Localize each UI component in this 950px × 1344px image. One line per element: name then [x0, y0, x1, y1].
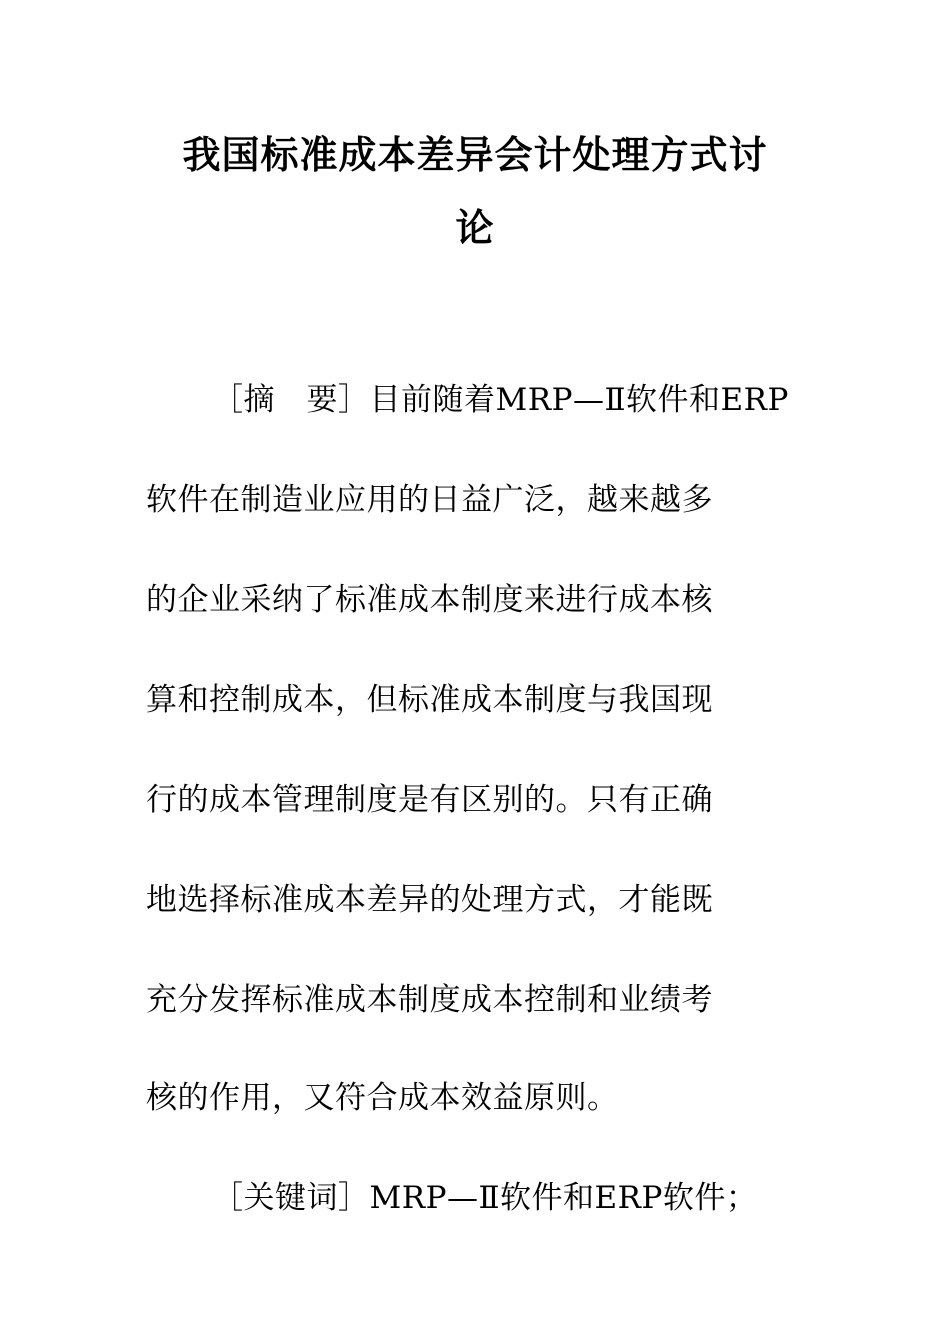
document-title-line-1: 我国标准成本差异会计处理方式讨 [182, 132, 768, 177]
abstract-line-2: 软件在制造业应用的日益广泛，越来越多 [146, 482, 713, 518]
abstract-line-3: 的企业采纳了标准成本制度来进行成本核 [146, 582, 713, 618]
abstract-line-7: 充分发挥标准成本制度成本控制和业绩考 [146, 982, 713, 1018]
keywords-line: ［关键词］MRP—Ⅱ软件和ERP软件； [212, 1180, 758, 1216]
document-title-line-2: 论 [455, 205, 495, 250]
abstract-line-8: 核的作用，又符合成本效益原则。 [146, 1080, 619, 1116]
abstract-line-1: ［摘 要］目前随着MRP—Ⅱ软件和ERP [212, 382, 789, 418]
abstract-line-5: 行的成本管理制度是有区别的。只有正确 [146, 782, 713, 818]
abstract-line-6: 地选择标准成本差异的处理方式，才能既 [146, 882, 713, 918]
abstract-line-4: 算和控制成本，但标准成本制度与我国现 [146, 682, 713, 718]
